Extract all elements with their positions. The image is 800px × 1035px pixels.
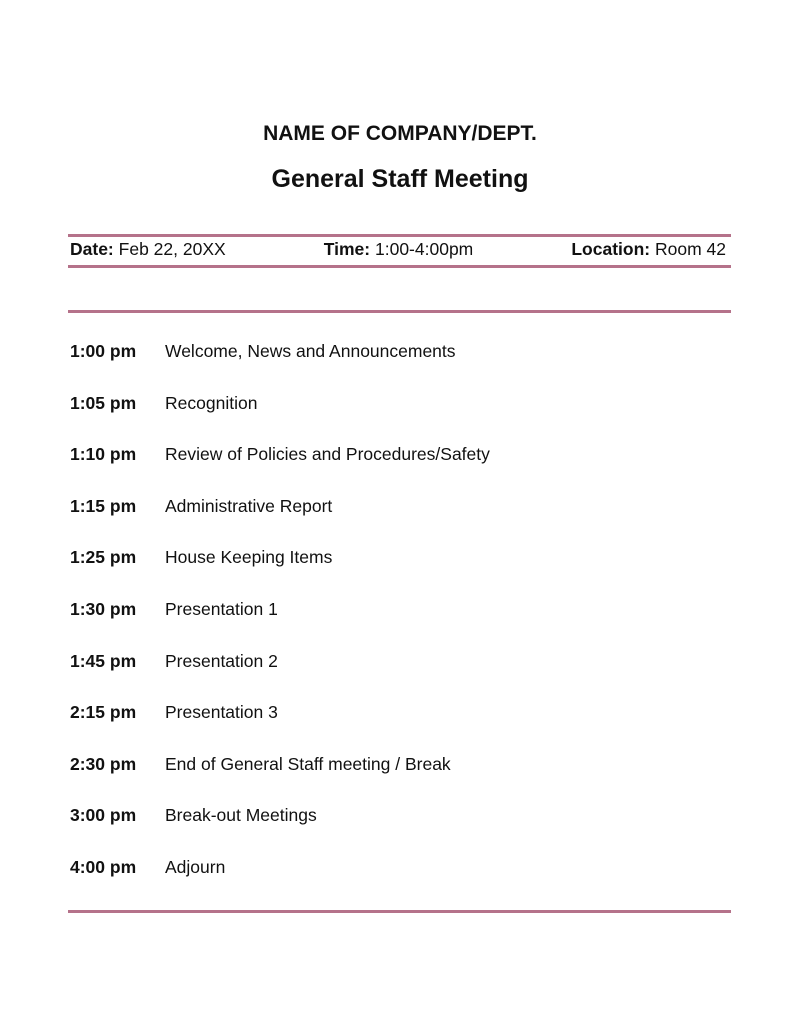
agenda-topic: End of General Staff meeting / Break [165,753,451,774]
agenda-item [70,444,490,496]
agenda-topic: Adjourn [165,856,226,877]
date-value: Feb 22, 20XX [118,239,226,259]
agenda-time: 1:30 pm [70,598,137,619]
agenda-time: 3:00 pm [70,805,137,826]
agenda-topic: Recognition [165,392,258,413]
agenda-time: 1:45 pm [70,650,137,671]
company-name: NAME OF COMPANY/DEPT. [263,122,537,145]
agenda-time: 2:15 pm [70,702,137,723]
agenda-topic: Administrative Report [165,495,333,516]
agenda-item [70,547,490,599]
agenda-list [70,341,490,909]
time-label: Time: [323,239,371,259]
agenda-item [70,651,490,703]
agenda-time: 2:30 pm [70,753,137,774]
agenda-topic: Review of Policies and Procedures/Safety [165,444,490,465]
agenda-time: 1:25 pm [70,547,137,568]
meeting-title: General Staff Meeting [271,165,529,193]
agenda-item [70,702,490,754]
agenda-item [70,599,490,651]
agenda-item [70,393,490,445]
agenda-item [70,754,490,806]
location-label: Location: [571,239,651,259]
time-value: 1:00-4:00pm [375,239,474,259]
date-label: Date: [70,239,114,259]
meeting-info [70,239,726,260]
location-value: Room 42 [654,239,726,259]
agenda-item [70,805,490,857]
agenda-time: 1:05 pm [70,392,137,413]
location-field [571,239,726,260]
agenda-item [70,857,490,909]
time-field [324,239,474,260]
agenda-topic: Presentation 3 [165,702,278,723]
agenda-item [70,341,490,393]
agenda-topic: House Keeping Items [165,547,333,568]
agenda-topic: Presentation 1 [165,598,278,619]
divider [68,265,731,268]
divider [68,910,731,913]
agenda-item [70,496,490,548]
date-field [70,239,226,260]
agenda-topic: Break-out Meetings [165,805,317,826]
agenda-time: 4:00 pm [70,856,137,877]
divider [68,310,731,313]
agenda-topic: Presentation 2 [165,650,278,671]
agenda-topic: Welcome, News and Announcements [165,341,456,361]
agenda-time: 1:15 pm [70,495,137,516]
agenda-time: 1:00 pm [70,341,137,361]
divider [68,234,731,237]
agenda-time: 1:10 pm [70,444,137,465]
